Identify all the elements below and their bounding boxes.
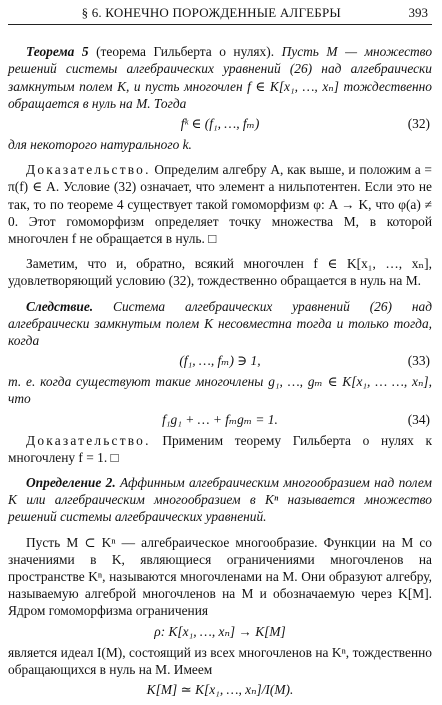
eq-number-33: (33)	[407, 353, 430, 369]
restriction-paragraph: Пусть M ⊂ Kⁿ — алгебраическое многообразие. Функции на M со значениями в K, являющиеся ограничениями многочленов на пространстве Kⁿ, называются многочленами на M. Они образуют алгебру, называемую алгеброй многочленов на M и обозначаемую через K[M]. Ядром гомоморфизма ограничения	[8, 534, 432, 619]
proof-1-label: Доказательство.	[26, 162, 151, 178]
running-header	[8, 4, 432, 25]
proof-2-label: Доказательство.	[26, 432, 151, 448]
definition-2	[8, 474, 432, 526]
eq-number-32: (32)	[407, 116, 430, 132]
formula-restriction-body: ρ: K[x₁, …, xₙ] → K[M]	[154, 623, 286, 639]
eq-number-34: (34)	[407, 411, 430, 427]
formula-33	[8, 349, 432, 373]
section-title: § 6. КОНЕЧНО ПОРОЖДЕННЫЕ АЛГЕБРЫ	[81, 5, 341, 20]
theorem-statement: Пусть M — множество решений системы алгебраических уравнений (26) над алгебраически замкнутым полем K, и пусть многочлен f ∈ K[x₁, …, xₙ] тождественно обращается в нуль на M. Тогда	[8, 44, 433, 111]
proof-2-text: Применим теорему Гильберта о нулях к многочлену f = 1. □	[8, 432, 432, 465]
formula-34-body: f₁g₁ + … + fₘgₘ = 1.	[162, 411, 278, 427]
proof-1-text: Определим алгебру A, как выше, и положим a = π(f) ∈ A. Условие (32) означает, что элемент a нильпотентен. Если это не так, то по теореме 4 существует такой гомоморфизм φ: A → K, что φ(a) ≠ 0. Этот гомоморфизм определяет точку множества M, в которой многочлен f не обращается в нуль. □	[8, 162, 432, 247]
proof-1	[8, 161, 432, 247]
corollary-middle: т. е. когда существуют такие многочлены g₁, …, gₘ ∈ K[x₁, … …, xₙ], что	[8, 374, 432, 407]
corollary	[8, 298, 432, 350]
theorem-5	[8, 43, 432, 112]
theorem-name: (теорема Гильберта о нулях).	[96, 44, 275, 60]
page-number: 393	[408, 5, 428, 20]
formula-32-body: fᵏ ∈ (f₁, …, fₘ)	[180, 116, 260, 132]
theorem-conclusion: для некоторого натурального k.	[8, 137, 192, 153]
corollary-label: Следствие.	[26, 298, 94, 314]
remark-paragraph: Заметим, что и, обратно, всякий многочлен f ∈ K[x₁, …, xₙ], удовлетворяющий условию (32), тождественно обращается в нуль на M.	[8, 256, 432, 289]
proof-2	[8, 432, 432, 466]
corollary-text: Система алгебраических уравнений (26) над алгебраически замкнутым полем K несовместна тогда и только тогда, когда	[8, 298, 432, 349]
formula-33-body: (f₁, …, fₘ) ∋ 1,	[179, 353, 261, 369]
theorem-label: Теорема 5	[26, 44, 89, 60]
formula-restriction	[8, 620, 432, 644]
formula-final	[8, 678, 432, 702]
ideal-paragraph: является идеал I(M), состоящий из всех многочленов на Kⁿ, тождественно обращающихся в нуль на M. Имеем	[8, 644, 432, 677]
formula-34	[8, 408, 432, 432]
definition-text: Аффинным алгебраическим многообразием над полем K или алгебраическим многообразием в Kⁿ называется множество решений системы алгебраических уравнений.	[8, 475, 432, 525]
formula-final-body: K[M] ≃ K[x₁, …, xₙ]/I(M).	[146, 682, 294, 698]
definition-label: Определение 2.	[26, 475, 116, 491]
formula-32	[8, 112, 432, 136]
